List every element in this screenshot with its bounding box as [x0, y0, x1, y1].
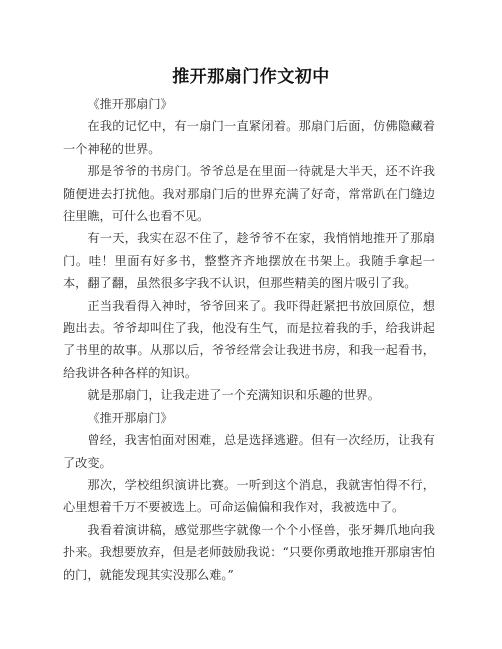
- document-body: [63, 93, 435, 586]
- paragraph: 有一天，我实在忍不住了，趁爷爷不在家，我悄悄地推开了那扇门。哇！里面有好多书，整整齐齐地摆放在书架上。我随手拿起一本，翻了翻，虽然很多字我不认识，但那些精美的图片吸引了我。: [63, 231, 435, 291]
- paragraph: 那是爷爷的书房门。爷爷总是在里面一待就是大半天，还不许我随便进去打扰他。我对那扇门后的世界充满了好奇，常常趴在门缝边往里瞧，可什么也看不见。: [63, 164, 435, 224]
- paragraph: 那次，学校组织演讲比赛。一听到这个消息，我就害怕得不行，心里想着千万不要被选上。可命运偏偏和我作对，我被选中了。: [63, 477, 435, 515]
- essay-title-2: 《推开那扇门》: [87, 410, 173, 425]
- paragraph: 在我的记忆中，有一扇门一直紧闭着。那扇门后面，仿佛隐藏着一个神秘的世界。: [63, 119, 435, 156]
- paragraph: 曾经，我害怕面对困难，总是选择逃避。但有一次经历，让我有了改变。: [63, 433, 435, 470]
- paragraph: 正当我看得入神时，爷爷回来了。我吓得赶紧把书放回原位，想跑出去。爷爷却叫住了我，他没有生气，而是拉着我的手，给我讲起了书里的故事。从那以后，爷爷经常会让我进书房，和我一起看书，给我讲各种各样的知识。: [63, 298, 435, 380]
- paragraph: 就是那扇门，让我走进了一个充满知识和乐趣的世界。: [87, 388, 380, 403]
- paragraph: 我看着演讲稿，感觉那些字就像一个个小怪兽，张牙舞爪地向我扑来。我想要放弃，但是老师鼓励我说：“只要你勇敢地推开那扇害怕的门，就能发现其实没那么难。”: [63, 522, 435, 582]
- essay-title-1: 《推开那扇门》: [87, 97, 173, 111]
- document-title: 推开那扇门作文初中: [172, 67, 330, 87]
